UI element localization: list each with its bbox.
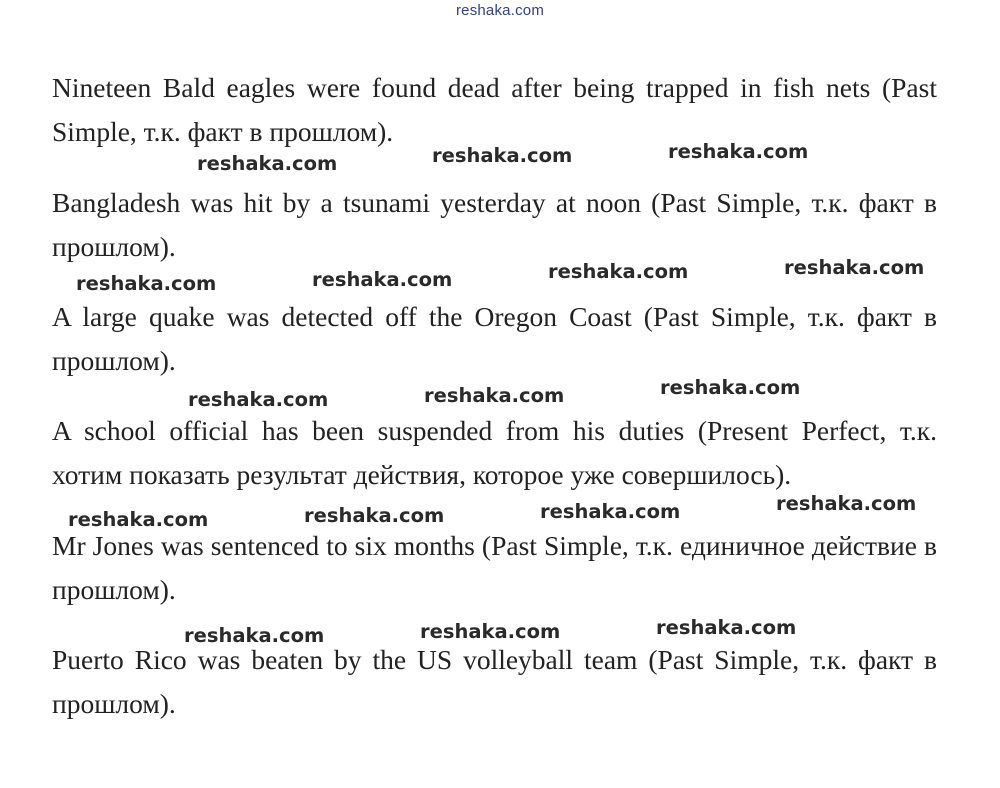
watermark: reshaka.com: [197, 152, 338, 175]
answer-paragraph-3: A large quake was detected off the Oregon Coast (Past Simple, т.к. факт в прошлом).: [52, 301, 937, 376]
site-header-link[interactable]: reshaka.com: [455, 2, 545, 19]
watermark: reshaka.com: [184, 624, 325, 647]
watermark: reshaka.com: [424, 384, 565, 407]
answer-paragraph-4: A school official has been suspended from his duties (Present Perfect, т.к. хотим показать результат действия, которое уже совершилось).: [52, 415, 937, 490]
answer-paragraph-1: Nineteen Bald eagles were found dead after being trapped in fish nets (Past Simple, т.к. факт в прошлом).: [52, 72, 937, 147]
watermark: reshaka.com: [548, 260, 689, 283]
answer-paragraph-5: Mr Jones was sentenced to six months (Past Simple, т.к. единичное действие в прошлом).: [52, 530, 937, 605]
watermark: reshaka.com: [188, 388, 329, 411]
watermark: reshaka.com: [76, 272, 217, 295]
watermark: reshaka.com: [776, 492, 917, 515]
watermark: reshaka.com: [668, 140, 809, 163]
watermark: reshaka.com: [660, 376, 801, 399]
watermark: reshaka.com: [784, 256, 925, 279]
answer-paragraph-2: Bangladesh was hit by a tsunami yesterday at noon (Past Simple, т.к. факт в прошлом).: [52, 187, 937, 262]
watermark: reshaka.com: [420, 620, 561, 643]
watermark: reshaka.com: [312, 268, 453, 291]
watermark: reshaka.com: [656, 616, 797, 639]
answer-paragraph-6: Puerto Rico was beaten by the US volleyball team (Past Simple, т.к. факт в прошлом).: [52, 644, 937, 719]
watermark: reshaka.com: [68, 508, 209, 531]
watermark: reshaka.com: [432, 144, 573, 167]
watermark: reshaka.com: [540, 500, 681, 523]
watermark: reshaka.com: [304, 504, 445, 527]
